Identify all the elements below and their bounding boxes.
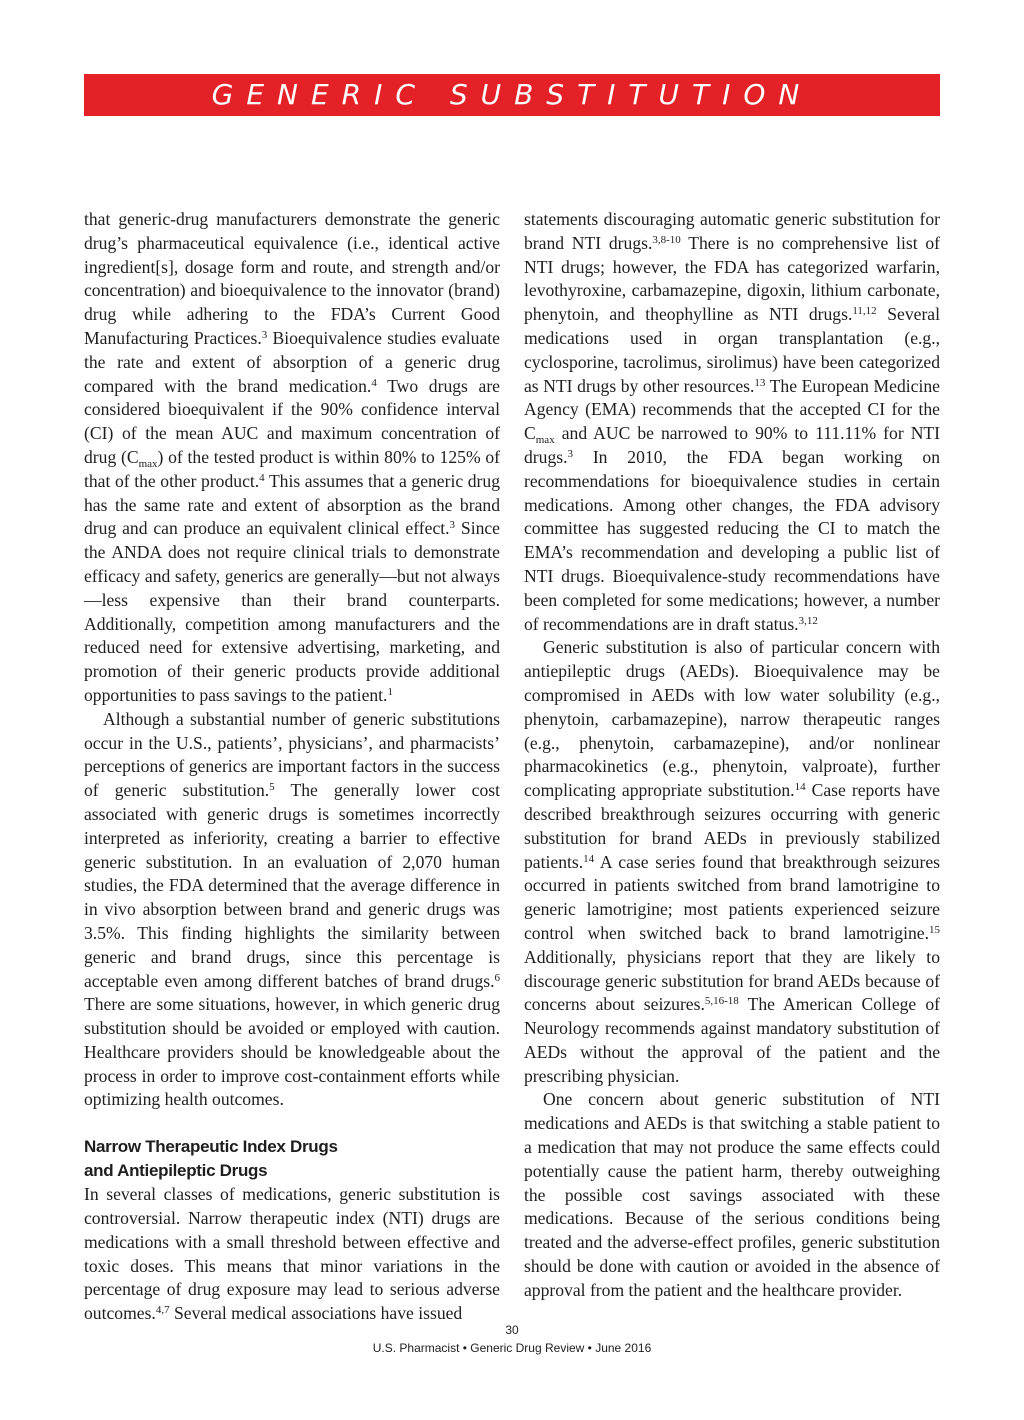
- text-run: statements discouraging automatic generic substitution for brand NTI drugs.: [524, 209, 940, 253]
- text-run: There are some situations, however, in which generic drug substitution should be avoided or employed with caution. Healthcare providers should be knowledgeable about the process in order to improve cost-containment efforts while optimizing health outcomes.: [84, 994, 500, 1110]
- citation-ref: 3: [261, 328, 268, 341]
- citation-ref: 3,12: [798, 614, 818, 627]
- paragraph: [84, 1183, 500, 1326]
- text-run: In several classes of medications, generic substitution is controversial. Narrow therapeutic index (NTI) drugs are medications with a small threshold between effective and toxic doses. This means that minor variations in the percentage of drug exposure may lead to serious adverse outcomes.: [84, 1184, 500, 1324]
- paragraph: [524, 1088, 940, 1302]
- citation-ref: 3: [567, 447, 573, 460]
- text-run: In 2010, the FDA began working on recommendations for bioequivalence studies in certain medications. Among other changes, the FDA advisory committee has suggested reducing the CI to match the EMA’s recommendation and developing a public list of NTI drugs. Bioequivalence-study recommendations have been completed for some medications; however, a number of recommendations are in draft status.: [524, 446, 940, 634]
- paragraph: [524, 636, 940, 1088]
- text-run: The generally lower cost associated with generic drugs is sometimes incorrectly interpreted as inferiority, creating a barrier to effective generic substitution. In an evaluation of 2,070 human studies, the FDA determined that the average difference in in vivo absorption between brand and generic drugs was 3.5%. This finding highlights the similarity between generic and brand drugs, since this percentage is acceptable even among different batches of brand drugs.: [84, 780, 500, 991]
- text-run: There is no comprehensive list of NTI drugs; however, the FDA has categorized warfarin, levothyroxine, carbamazepine, digoxin, lithium carbonate, phenytoin, and theophylline as NTI drugs.: [524, 232, 940, 325]
- right-column: [524, 208, 940, 1303]
- text-run: Case reports have described breakthrough seizures occurring with generic substitution for brand AEDs in previously stabilized patients.: [524, 780, 940, 872]
- citation-ref: 4,7: [155, 1304, 170, 1317]
- citation-ref: 5,16-18: [704, 995, 739, 1008]
- heading-line: Narrow Therapeutic Index Drugs: [84, 1137, 338, 1157]
- text-run: Bioequivalence studies evaluate the rate and extent of absorption of a generic drug compared with the brand medication.: [84, 327, 500, 396]
- paragraph: [84, 708, 500, 1113]
- text-run: Several medical associations have issued: [169, 1303, 463, 1324]
- subscript: max: [138, 457, 158, 470]
- left-column: [84, 208, 500, 1326]
- citation-ref: 6: [494, 971, 500, 984]
- text-run: Since the ANDA does not require clinical trials to demonstrate efficacy and safety, generics are generally—but not always—less expensive than their brand counterparts. Additionally, competition among manufacturers and the reduced need for extensive advertising, marketing, and promotion of their generic products provide additional opportunities to pass savings to the patient.: [84, 518, 500, 705]
- text-run: Additionally, physicians report that they are likely to discourage generic substitution for brand AEDs because of concerns about seizures.: [524, 946, 940, 1015]
- text-run: Generic substitution is also of particular concern with antiepileptic drugs (AEDs). Bioequivalence may be compromised in AEDs with low water solubility (e.g., phenytoin, carbamazepine), narrow therapeutic ranges (e.g., phenytoin, carbamazepine), and/or nonlinear pharmacokinetics (e.g., phenytoin, valproate), further complicating appropriate substitution.: [524, 637, 940, 801]
- text-run: Several medications used in organ transplantation (e.g., cyclosporine, tacrolimus, sirolimus) have been categorized as NTI drugs by other resources.: [524, 304, 940, 396]
- citation-ref: 5: [269, 781, 275, 794]
- citation-ref: 1: [387, 685, 393, 698]
- section-title: GENERIC SUBSTITUTION: [211, 78, 813, 111]
- section-heading: [84, 1135, 500, 1183]
- paragraph: [84, 208, 500, 708]
- text-run: A case series found that breakthrough seizures occurred in patients switched from brand lamotrigine to generic lamotrigine; most patients experienced seizure control when switched back to brand lamotrigine.: [524, 851, 940, 943]
- page-number: 30: [505, 1323, 519, 1337]
- text-run: This assumes that a generic drug has the same rate and extent of absorption as the brand drug and can produce an equivalent clinical effect.: [84, 470, 500, 539]
- citation-ref: 13: [754, 376, 766, 389]
- text-run: ) of the tested product is within 80% to 125% of that of the other product.: [84, 446, 500, 491]
- subscript: max: [535, 434, 555, 447]
- text-run: The European Medicine Agency (EMA) recommends that the accepted CI for the C: [524, 375, 940, 444]
- text-run: that generic-drug manufacturers demonstrate the generic drug’s pharmaceutical equivalence (i.e., identical active ingredient[s], dosage form and route, and strength and/or concentration) and bioequivalence to the innovator (brand) drug while adhering to the FDA’s Current Good Manufacturing Practices.: [84, 209, 500, 348]
- citation-ref: 14: [794, 781, 806, 794]
- section-banner: [84, 74, 940, 116]
- citation-ref: 14: [583, 852, 595, 865]
- publication-line: U.S. Pharmacist • Generic Drug Review • June 2016: [372, 1341, 652, 1355]
- citation-ref: 15: [929, 923, 940, 936]
- citation-ref: 4: [371, 376, 377, 389]
- citation-ref: 4: [259, 471, 265, 484]
- text-run: and AUC be narrowed to 90% to 111.11% for NTI drugs.: [524, 423, 940, 467]
- text-run: Although a substantial number of generic substitutions occur in the U.S., patients’, physicians’, and pharmacists’ perceptions of generics are important factors in the success of generic substitution.: [84, 708, 500, 801]
- text-run: The American College of Neurology recommends against mandatory substitution of AEDs without the approval of the patient and the prescribing physician.: [524, 994, 940, 1086]
- paragraph: [524, 208, 940, 636]
- heading-line: and Antiepileptic Drugs: [84, 1161, 268, 1181]
- citation-ref: 3: [449, 519, 456, 532]
- text-run: One concern about generic substitution of NTI medications and AEDs is that switching a stable patient to a medication that may not produce the same effects could potentially cause the patient harm, thereby outweighing the possible cost savings associated with these medications. Because of the serious conditions being treated and the adverse-effect profiles, generic substitution should be done with caution or avoided in the absence of approval from the patient and the healthcare provider.: [524, 1089, 940, 1300]
- citation-ref: 11,12: [852, 305, 877, 318]
- text-run: Two drugs are considered bioequivalent if the 90% confidence interval (CI) of the mean AUC and maximum concentration of drug (C: [84, 375, 500, 467]
- citation-ref: 3,8-10: [652, 233, 681, 246]
